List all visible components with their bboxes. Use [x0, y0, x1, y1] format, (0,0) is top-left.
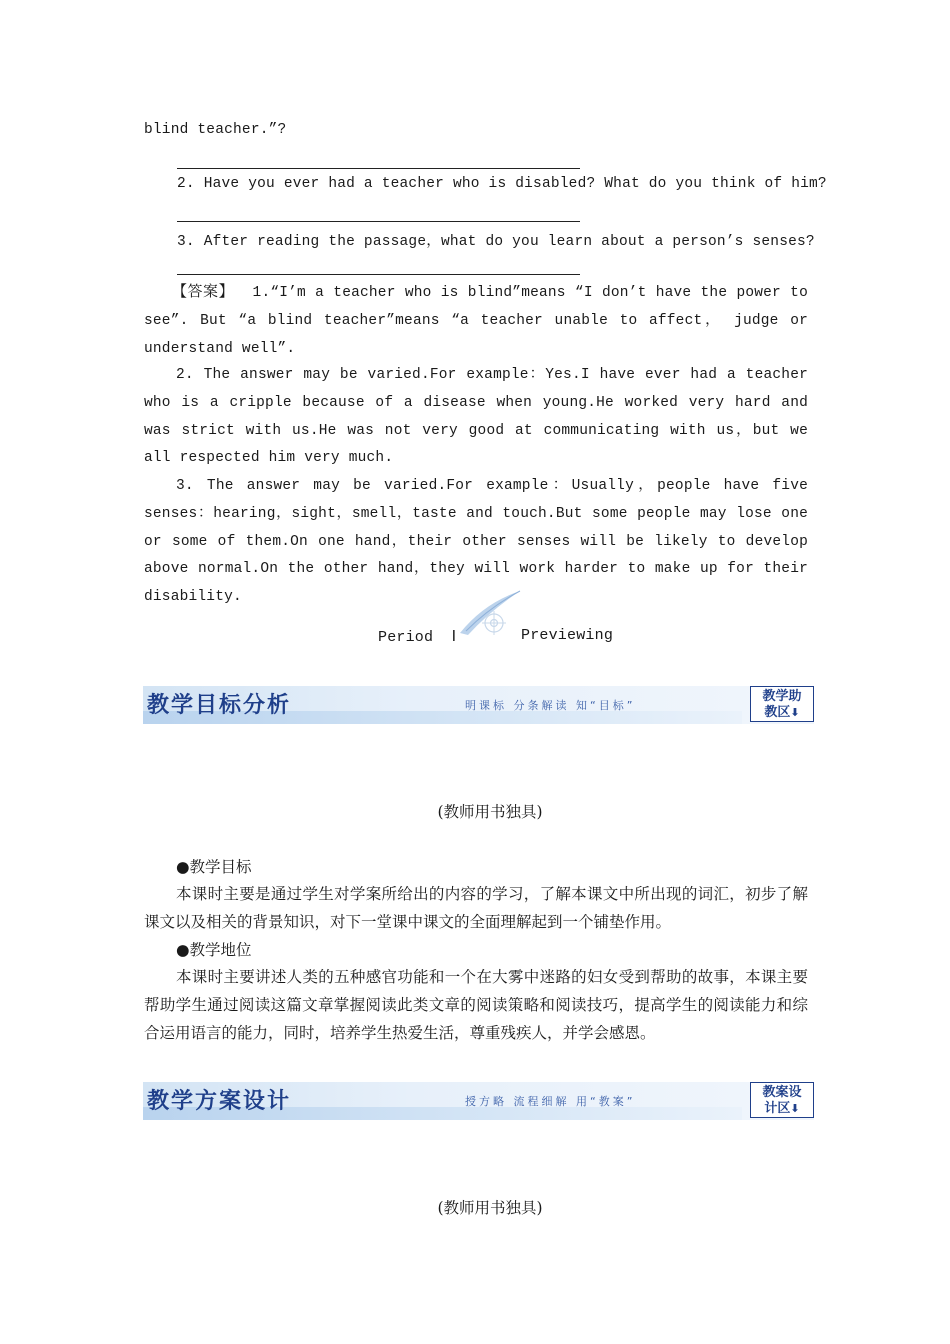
question-2: 2. Have you ever had a teacher who is disabled? What do you think of him?: [177, 176, 827, 192]
position-text: 本课时主要讲述人类的五种感官功能和一个在大雾中迷路的妇女受到帮助的故事，本课主要帮助学生通过阅读这篇文章掌握阅读此类文章的阅读策略和阅读技巧，提高学生的阅读能力和综合运用语言的能力，同时，培养学生热爱生活，尊重残疾人，并学会感恩。: [144, 968, 808, 1042]
arrow-down-icon: ⬇: [790, 706, 800, 719]
banner-tag-line2: [751, 1101, 813, 1117]
banner-tag-line2: [751, 705, 813, 721]
banner-tag-line1: 教学助: [762, 689, 802, 704]
answer-1-text: 1.“I’m a teacher who is blind”means “I don’t have the power to see”. But “a blind teacher”means “a teacher unable to affect， judge or understand well”.: [144, 285, 808, 357]
question-3: 3. After reading the passage，what do you learn about a person’s senses?: [177, 234, 815, 250]
answer-label: 【答案】: [172, 282, 235, 300]
question-1-tail: blind teacher.”?: [144, 122, 287, 138]
period-numeral: Ⅰ: [451, 629, 457, 646]
target-arrow-icon: [456, 589, 522, 639]
answer-2: 2. The answer may be varied.For example：Yes.I have ever had a teacher who is a cripple because of a disease when young.He worked very hard and was strict with us.He was not very good at communicating with us，but we all respected him very much.: [144, 367, 808, 467]
banner-subtitle: 授方略 流程细解 用“教案”: [465, 1095, 636, 1108]
position-heading: ●教学地位: [176, 941, 252, 959]
answer-1: [144, 278, 808, 363]
answer-3: 3. The answer may be varied.For example：Usually，people have five senses：hearing，sight，smell，taste and touch.But some people may lose one or some of them.On one hand，their other senses will be likely to develop above normal.On the other hand，they will work harder to make up for their disability.: [144, 478, 808, 606]
arrow-down-icon: ⬇: [790, 1102, 800, 1115]
banner-tag-text: 教区: [764, 705, 791, 720]
section-banner-objectives: [143, 686, 814, 724]
section-banner-design: [143, 1082, 814, 1120]
objectives-heading: ●教学目标: [176, 858, 252, 876]
banner-tag-line1: 教案设: [762, 1085, 802, 1100]
banner-title: 教学目标分析: [147, 692, 292, 718]
answer-line-3: [177, 274, 580, 275]
period-title: Previewing: [521, 627, 614, 644]
banner-tag-text: 计区: [764, 1101, 791, 1116]
answer-line-1: [177, 168, 580, 169]
banner-subtitle: 明课标 分条解读 知“目标”: [465, 699, 636, 712]
answer-line-2: [177, 221, 580, 222]
period-label: [378, 627, 456, 646]
banner-tag: [750, 1082, 814, 1118]
period-word: Period: [378, 629, 434, 646]
objectives-text: 本课时主要是通过学生对学案所给出的内容的学习，了解本课文中所出现的词汇，初步了解课文以及相关的背景知识，对下一堂课中课文的全面理解起到一个铺垫作用。: [144, 885, 808, 931]
teacher-note-1: (教师用书独具): [437, 803, 543, 821]
banner-tag: [750, 686, 814, 722]
banner-title: 教学方案设计: [147, 1088, 292, 1114]
teacher-note-2: (教师用书独具): [437, 1199, 543, 1217]
